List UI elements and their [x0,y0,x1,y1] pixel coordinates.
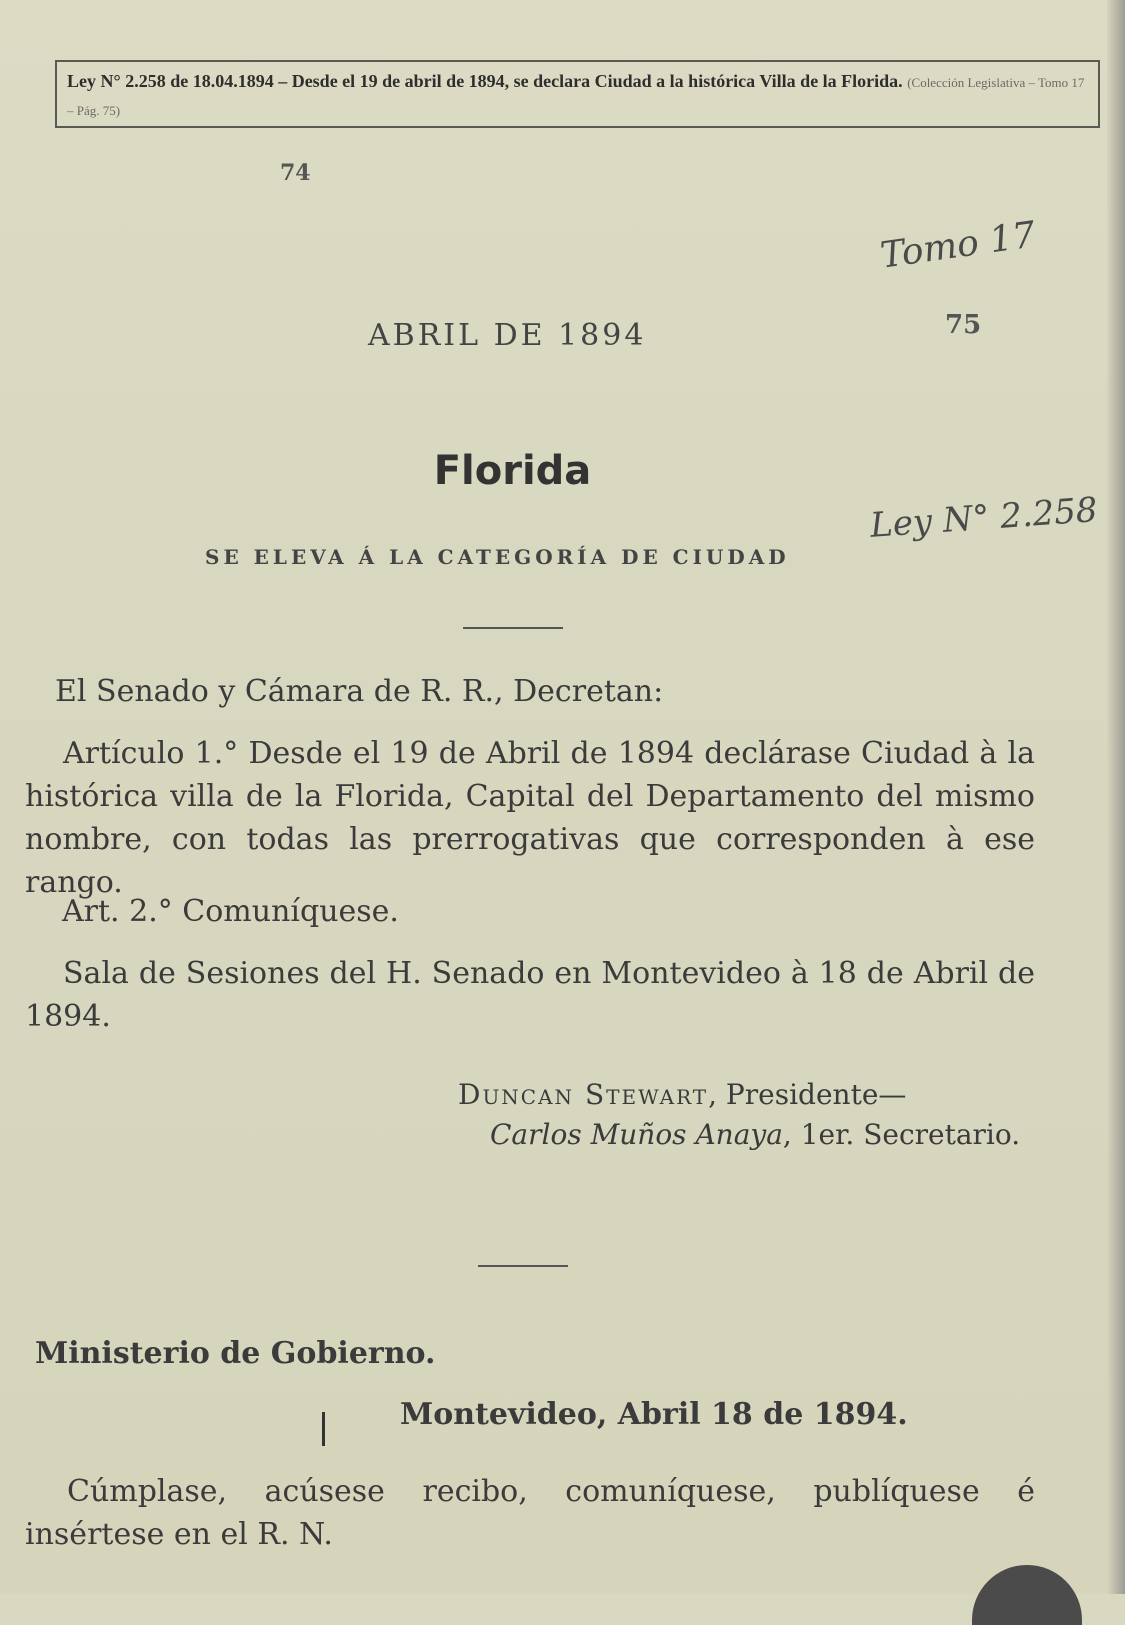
caption-main: Ley N° 2.258 de 18.04.1894 – Desde el 19 de abril de 1894, se declara Ciudad a la histórica Villa de la Florida. [67,71,903,91]
ministerio-line: Ministerio de Gobierno. [35,1336,436,1371]
article-2: Art. 2.° Comuníquese. [62,894,399,929]
page-number: 75 [945,310,982,340]
decretan-line: El Senado y Cámara de R. R., Decretan: [55,674,664,709]
president-role: , Presidente— [708,1078,907,1111]
divider [463,627,563,629]
margin-mark [322,1412,325,1446]
secretary-role: , 1er. Secretario. [782,1118,1021,1151]
caption-box [55,60,1100,128]
divider [478,1265,568,1267]
article-1: Artículo 1.° Desde el 19 de Abril de 1894 declárase Ciudad à la histórica villa de la Florida, Capital del Departamento del mismo nombre, con todas las prerrogativas que corresponden à ese rango. [25,736,1035,900]
signature-secretary [490,1115,1030,1155]
handwritten-tomo: Tomo 17 [877,214,1039,277]
document-subtitle: SE ELEVA Á LA CATEGORÍA DE CIUDAD [205,545,790,569]
place-date-line: Montevideo, Abril 18 de 1894. [400,1397,908,1432]
previous-page-number: 74 [280,160,311,186]
handwritten-ley-number: Ley N° 2.258 [868,490,1099,546]
president-name: Duncan Stewart [458,1078,709,1111]
cumplase-line: Cúmplase, acúsese recibo, comuníquese, publíquese é insértese en el R. N. [25,1474,1035,1552]
secretary-name: Carlos Muños Anaya [490,1118,783,1151]
document-title: Florida [433,448,592,494]
page-edge-shadow [1107,0,1125,1594]
running-header: ABRIL DE 1894 [368,318,647,353]
sala-line: Sala de Sesiones del H. Senado en Montevideo à 18 de Abril de 1894. [25,956,1035,1034]
overlay-button-edge[interactable] [972,1565,1082,1625]
caption-source: (Colección Legislativa – Tomo 17 – Pág. 75) [67,75,1085,118]
signature-president [458,1075,1028,1115]
